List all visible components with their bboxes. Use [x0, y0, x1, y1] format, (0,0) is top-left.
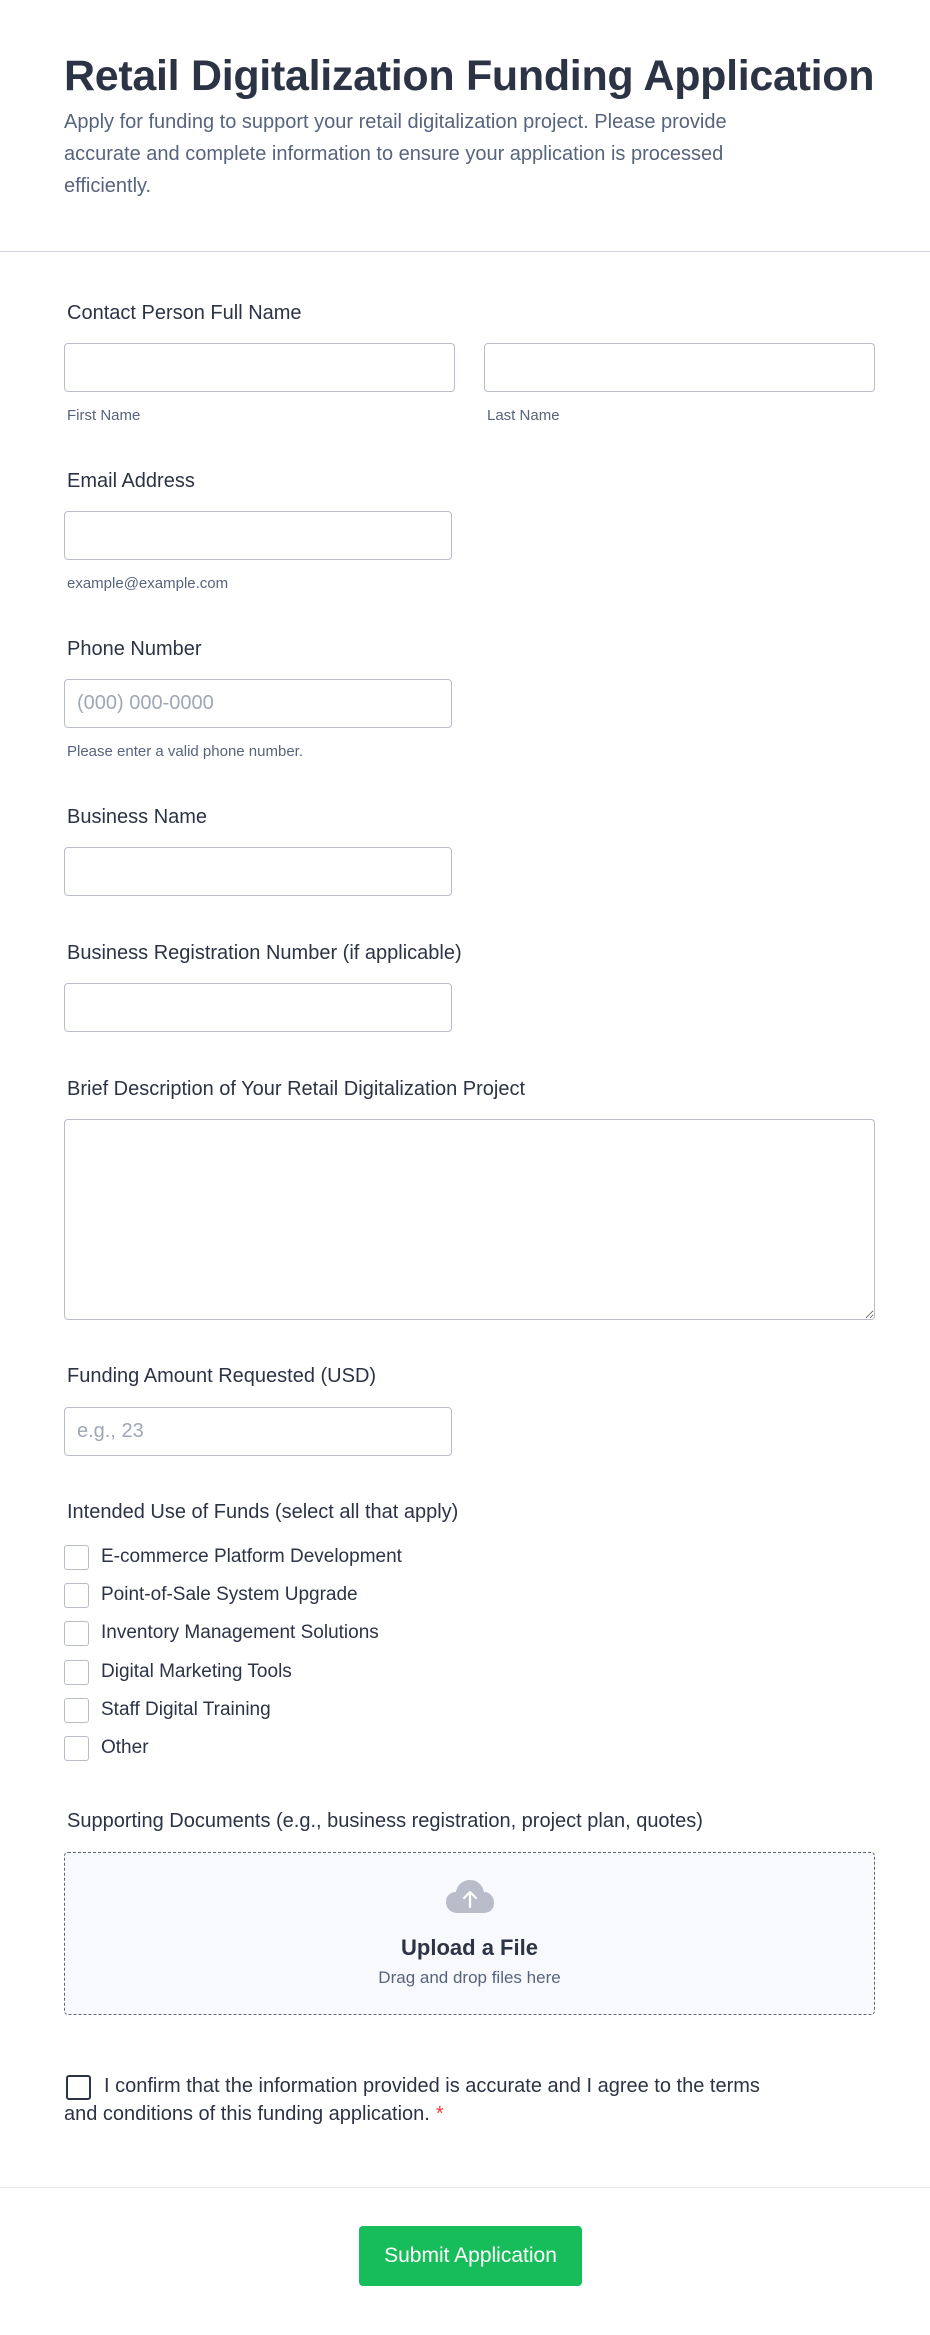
first-name-sublabel: First Name: [67, 407, 141, 424]
contact-name-label: Contact Person Full Name: [67, 302, 302, 324]
phone-sublabel: Please enter a valid phone number.: [67, 743, 303, 760]
form-footer: [0, 2187, 930, 2335]
checkbox[interactable]: [64, 1660, 89, 1685]
form-title: Retail Digitalization Funding Application: [64, 52, 875, 100]
description-textarea[interactable]: [64, 1119, 875, 1320]
email-sublabel: example@example.com: [67, 575, 229, 592]
use-option[interactable]: [64, 1735, 149, 1761]
form-subtitle: Apply for funding to support your retail digitalization project. Please provide accurate and complete information to ensure your application is processed efficiently.: [64, 111, 727, 197]
upload-subtitle: Drag and drop files here: [378, 1968, 561, 1987]
description-label: Brief Description of Your Retail Digitalization Project: [67, 1078, 525, 1100]
option-label: Inventory Management Solutions: [101, 1622, 379, 1643]
checkbox[interactable]: [64, 1698, 89, 1723]
uses-label: Intended Use of Funds (select all that apply): [67, 1501, 459, 1523]
phone-label: Phone Number: [67, 638, 202, 660]
email-label: Email Address: [67, 470, 195, 492]
confirm-text: I confirm that the information provided is accurate and I agree to the terms and conditions of this funding application.: [64, 2075, 760, 2125]
funding-amount-input[interactable]: [64, 1407, 452, 1456]
option-label: Other: [101, 1737, 149, 1758]
business-name-label: Business Name: [67, 806, 208, 828]
checkbox[interactable]: [64, 1583, 89, 1608]
file-upload-dropzone[interactable]: [64, 1852, 875, 2015]
form-header: [0, 0, 930, 252]
documents-label: Supporting Documents (e.g., business registration, project plan, quotes): [67, 1810, 703, 1832]
submit-button[interactable]: Submit Application: [359, 2226, 582, 2286]
registration-input[interactable]: [64, 983, 452, 1032]
first-name-input[interactable]: [64, 343, 455, 392]
option-label: E-commerce Platform Development: [101, 1546, 402, 1567]
confirm-statement: [64, 2072, 784, 2128]
option-label: Point-of-Sale System Upgrade: [101, 1584, 358, 1605]
use-option[interactable]: [64, 1659, 292, 1685]
funding-label: Funding Amount Requested (USD): [67, 1365, 377, 1387]
registration-label: Business Registration Number (if applicable): [67, 942, 462, 964]
option-label: Digital Marketing Tools: [101, 1661, 292, 1682]
option-label: Staff Digital Training: [101, 1699, 271, 1720]
checkbox[interactable]: [64, 1736, 89, 1761]
checkbox[interactable]: [64, 1545, 89, 1570]
cloud-upload-icon: [445, 1879, 495, 1915]
use-option[interactable]: [64, 1620, 379, 1646]
upload-title: Upload a File: [401, 1935, 538, 1960]
last-name-sublabel: Last Name: [487, 407, 560, 424]
checkbox[interactable]: [64, 1621, 89, 1646]
phone-input[interactable]: [64, 679, 452, 728]
use-option[interactable]: [64, 1582, 358, 1608]
required-asterisk: *: [435, 2103, 444, 2125]
use-option[interactable]: [64, 1544, 402, 1570]
use-option[interactable]: [64, 1697, 271, 1723]
email-input[interactable]: [64, 511, 452, 560]
last-name-input[interactable]: [484, 343, 875, 392]
business-name-input[interactable]: [64, 847, 452, 896]
